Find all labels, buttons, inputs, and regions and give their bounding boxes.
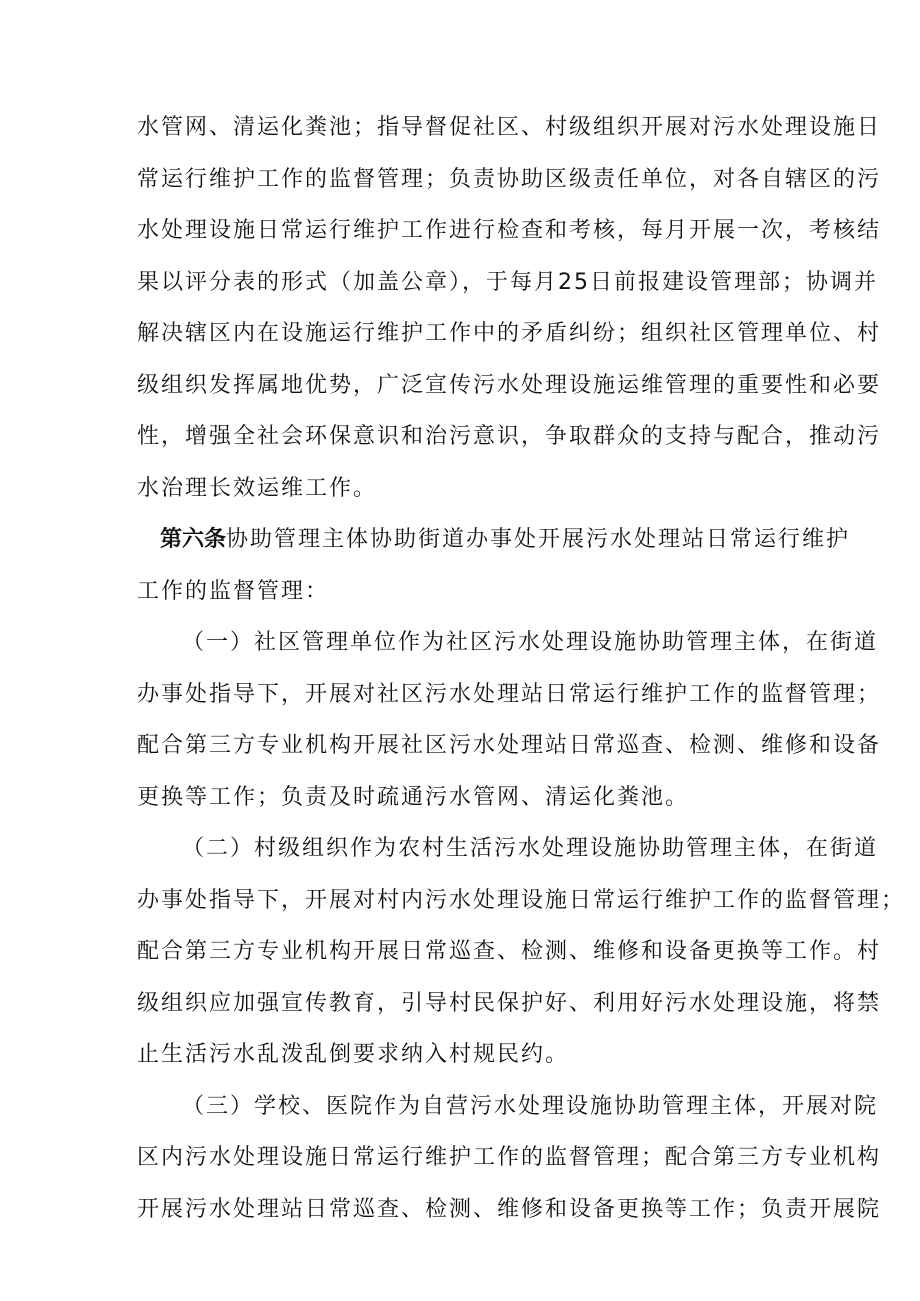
body-line: 常运行维护工作的监督管理；负责协助区级责任单位，对各自辖区的污 bbox=[137, 167, 882, 192]
body-line: 果以评分表的形式（加盖公章），于每月25日前报建设管理部；协调并 bbox=[137, 270, 878, 295]
body-line: 水治理长效运维工作。 bbox=[137, 476, 378, 501]
item-three-line: 区内污水处理设施日常运行维护工作的监督管理；配合第三方专业机构 bbox=[137, 1145, 882, 1170]
body-line: 级组织发挥属地优势，广泛宣传污水处理设施运维管理的重要性和必要 bbox=[137, 373, 882, 398]
item-one-line: 办事处指导下，开展对社区污水处理站日常运行维护工作的监督管理； bbox=[137, 682, 882, 707]
item-one-line: 配合第三方专业机构开展社区污水处理站日常巡查、检测、维修和设备 bbox=[137, 733, 882, 758]
article-six-heading bbox=[160, 525, 851, 555]
item-two-line: 止生活污水乱泼乱倒要求纳入村规民约。 bbox=[137, 1042, 570, 1067]
body-line: 性，增强全社会环保意识和治污意识，争取群众的支持与配合，推动污 bbox=[137, 424, 882, 449]
article-text: 协助管理主体协助街道办事处开展污水处理站日常运行维护 bbox=[226, 527, 851, 552]
item-three-line: （三）学校、医院作为自营污水处理设施协助管理主体，开展对院 bbox=[182, 1094, 879, 1119]
item-two-line: 办事处指导下，开展对村内污水处理设施日常运行维护工作的监督管理； bbox=[137, 888, 906, 913]
item-two-line: （二）村级组织作为农村生活污水处理设施协助管理主体，在街道 bbox=[182, 836, 879, 861]
item-one-line: 更换等工作；负责及时疏通污水管网、清运化粪池。 bbox=[137, 785, 690, 810]
article-label: 第六条 bbox=[160, 527, 227, 552]
item-one-line: （一）社区管理单位作为社区污水处理设施协助管理主体，在街道 bbox=[182, 630, 879, 655]
body-line: 水处理设施日常运行维护工作进行检查和考核，每月开展一次，考核结 bbox=[137, 218, 882, 243]
item-two-line: 级组织应加强宣传教育，引导村民保护好、利用好污水处理设施，将禁 bbox=[137, 991, 882, 1016]
item-two-line: 配合第三方专业机构开展日常巡查、检测、维修和设备更换等工作。村 bbox=[137, 939, 882, 964]
item-three-line: 开展污水处理站日常巡查、检测、维修和设备更换等工作；负责开展院 bbox=[137, 1197, 882, 1222]
body-line: 解决辖区内在设施运行维护工作中的矛盾纠纷；组织社区管理单位、村 bbox=[137, 321, 882, 346]
body-line: 水管网、清运化粪池；指导督促社区、村级组织开展对污水处理设施日 bbox=[137, 115, 882, 140]
body-line: 工作的监督管理： bbox=[137, 579, 330, 604]
